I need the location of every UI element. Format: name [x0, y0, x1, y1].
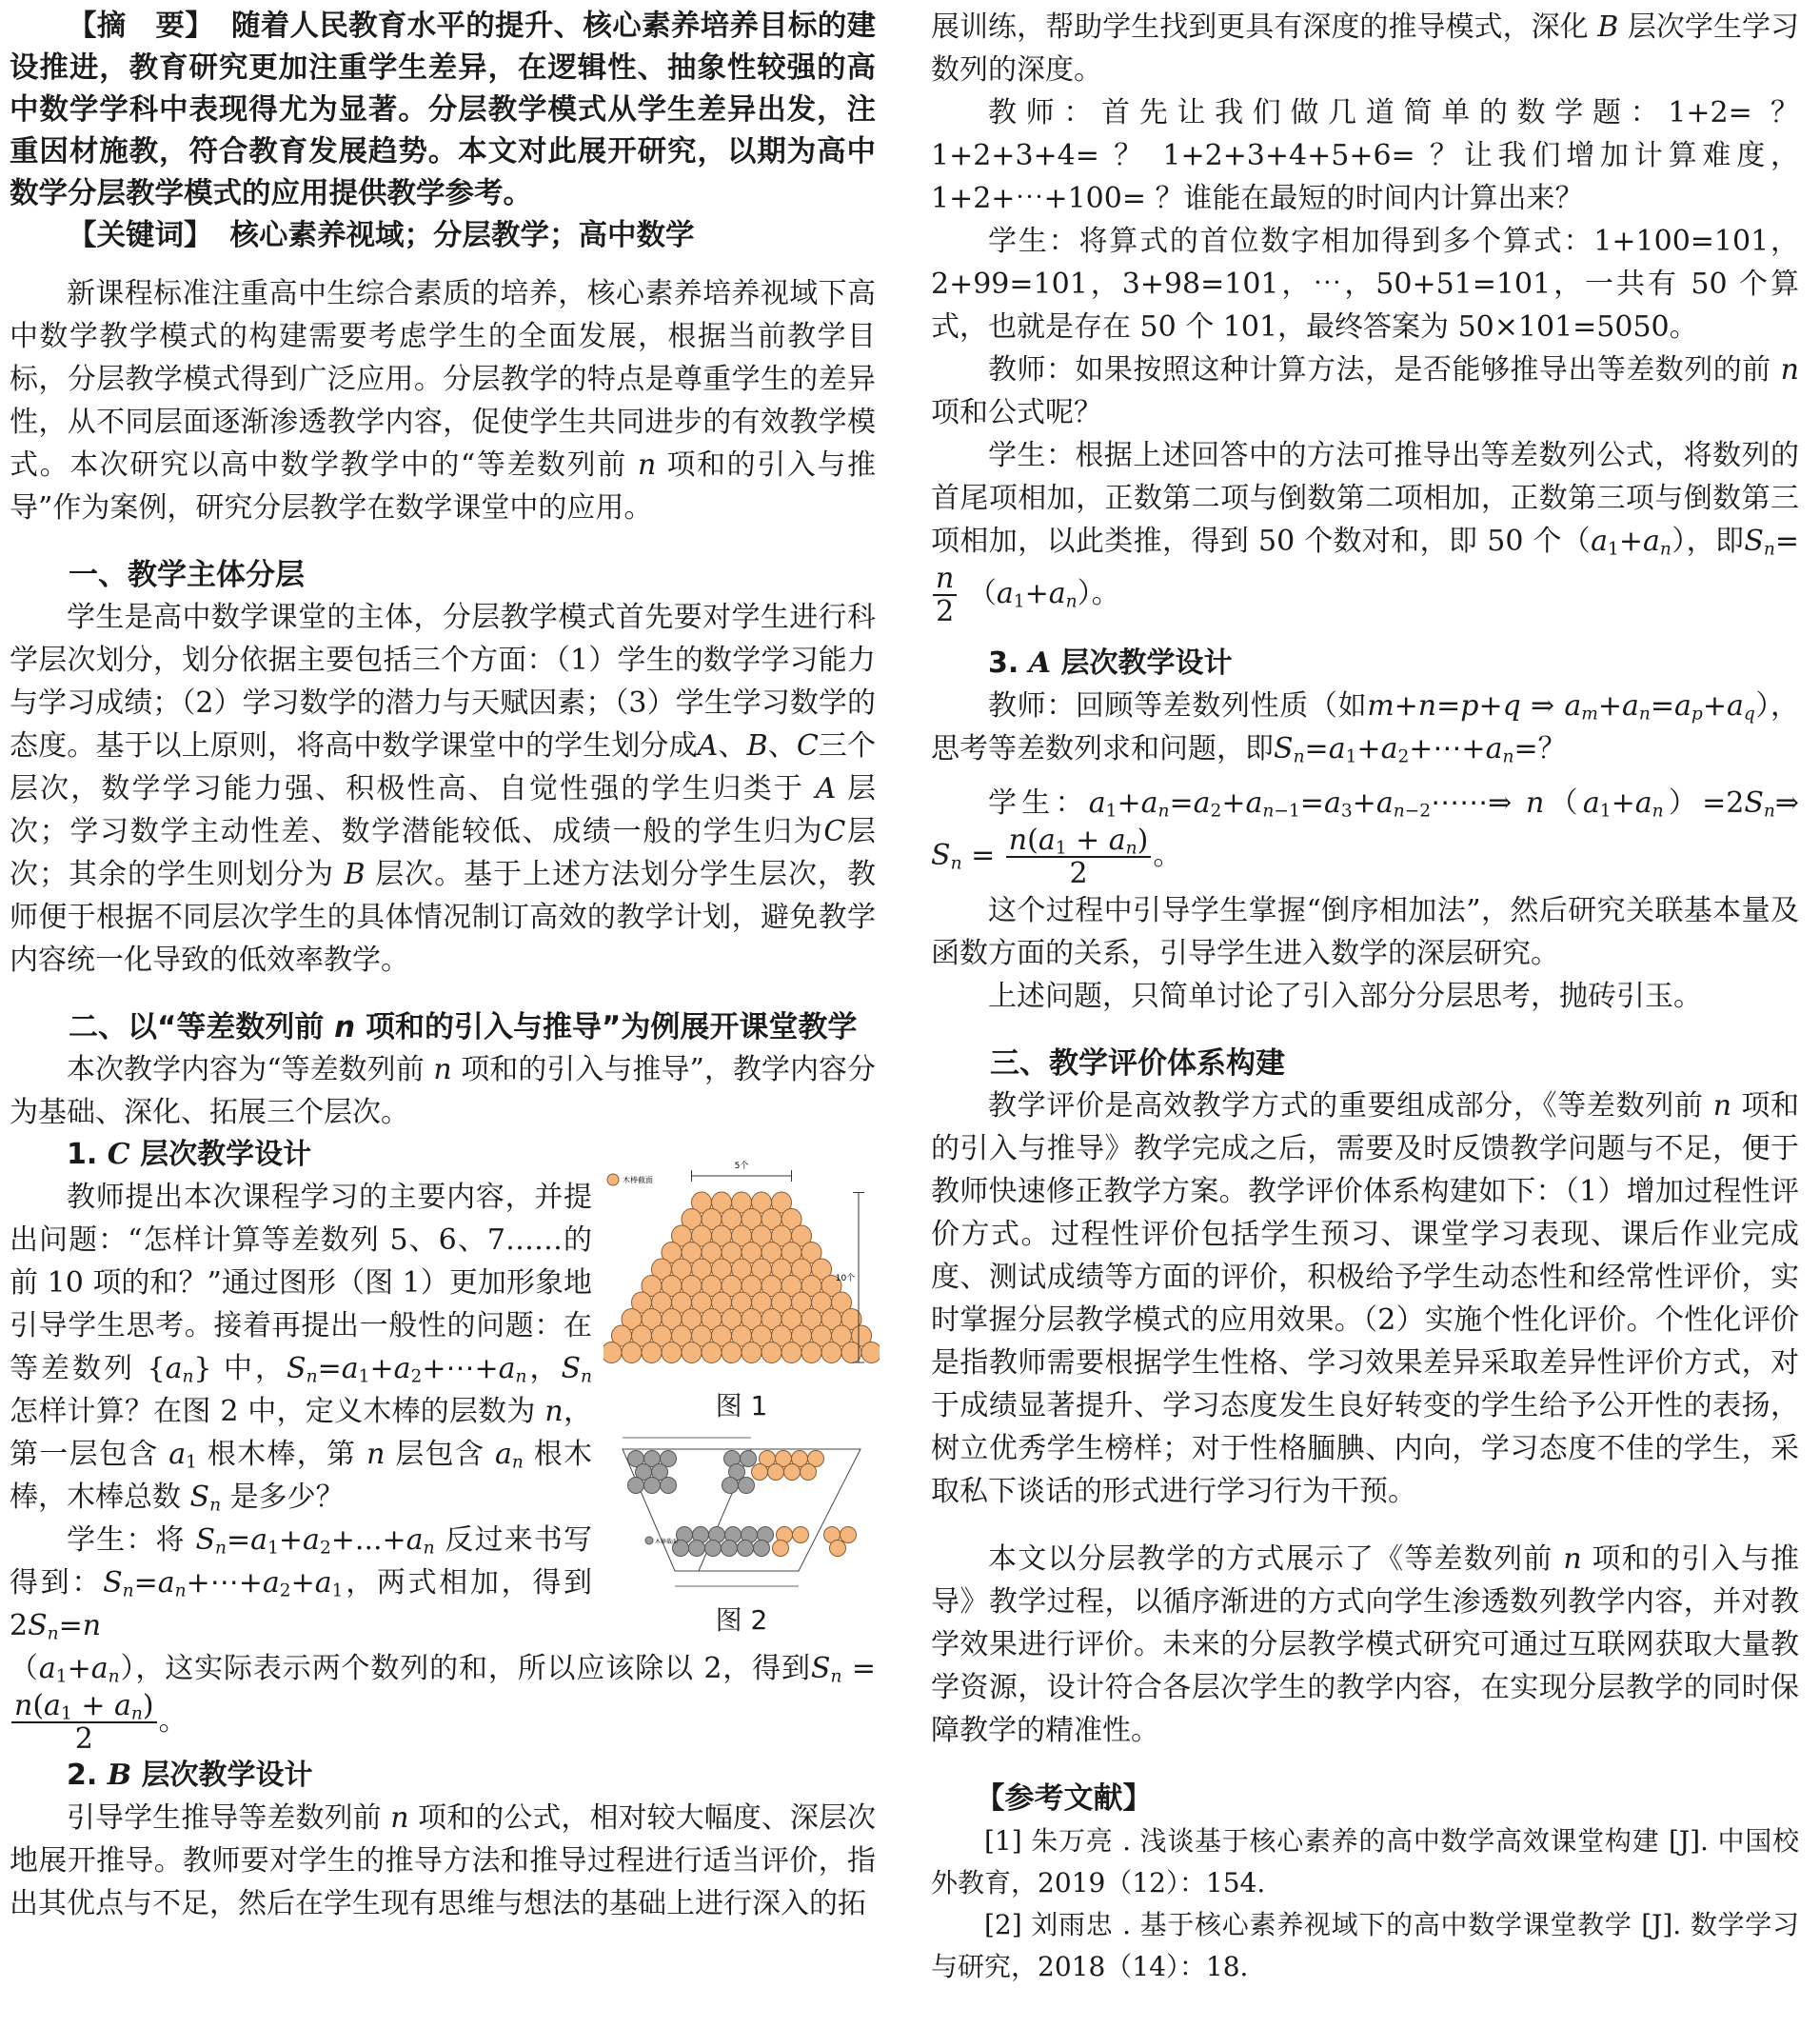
reference-item-2: [2] 刘雨忠 . 基于核心素养视域下的高中数学课堂教学 [J]. 数学学习与研究，2018（14）：18. — [931, 1909, 1799, 1982]
levelC-block — [10, 1162, 876, 1756]
gray-log — [741, 1451, 757, 1467]
levelC-heading: 1. C 层次教学设计 — [67, 1138, 312, 1171]
pyramid-log — [781, 1342, 801, 1362]
pyramid-log — [762, 1342, 781, 1362]
sum-formula-fraction: $\frac{n(a_1 + a_n)}{2}$ — [11, 1690, 157, 1755]
levelC-student-paragraph: 学生：将 $S_n=a_1+a_2+...+a_n$ 反过来书写得到：$S_n=a_n+\cdots+a_2+a_1$，两式相加，得到 $2S_n=n$ — [10, 1523, 593, 1644]
student-answer-1: 学生：将算式的首位数字相加得到多个算式：1+100=101，2+99=101，3+98=101，⋯，50+51=101，一共有 50 个算式，也就是存在 50 个 101，最终答案为 50×101=5050。 — [931, 225, 1799, 344]
gray-log — [689, 1541, 705, 1557]
levelA-summary-1: 这个过程中引导学生掌握“倒序相加法”，然后研究关联基本量及函数方面的关系，引导学生进入数学的深层研究。 — [931, 894, 1799, 970]
references-heading: 【参考文献】 — [975, 1781, 1153, 1816]
figure-1-caption: 图 1 — [715, 1390, 768, 1422]
orange-log — [841, 1527, 857, 1543]
gray-log — [754, 1541, 770, 1557]
gray-log — [722, 1478, 739, 1494]
pyramid-log — [682, 1342, 702, 1362]
levelA-sum-fraction: $\frac{n(a_1 + a_n)}{2}$ — [1006, 825, 1152, 889]
pyramid-log — [722, 1342, 742, 1362]
legend-swatch — [607, 1174, 619, 1185]
legend-swatch — [645, 1537, 653, 1544]
pyramid-log — [603, 1342, 622, 1362]
levelA-heading: 3. A 层次教学设计 — [988, 646, 1233, 680]
legend-label: 木棒截面 — [623, 1176, 653, 1184]
gray-log — [738, 1541, 754, 1557]
pyramid-log — [801, 1342, 821, 1362]
gray-log — [739, 1478, 755, 1494]
levelA-student-paragraph: 学生：$a_1+a_n=a_2+a_{n-1}=a_3+a_{n-2}\cdots\cdots\Rightarrow$ $n(a_1+a_n)=2S_n\Rightarrow$ $S_n$ = $\frac{n(a_1 + a_n)}{2}$ 。 — [931, 786, 1799, 890]
section1-paragraph: 学生是高中数学课堂的主体，分层教学模式首先要对学生进行科学层次划分，划分依据主要包括三个方面：（1）学生的数学学习能力与学习成绩；（2）学习数学的潜力与天赋因素；（3）学生学习数学的态度。基于以上原则，将高中数学课堂中的学生划分成A、B、C三个层次，数学学习能力强、积极性高、自觉性强的学生归类于 A 层次；学习数学主动性差、数学潜能较低、成绩一般的学生归为C层次；其余的学生则划分为 B 层次。基于上述方法划分学生层次，教师便于根据不同层次学生的具体情况制订高效的教学计划，避免教学内容统一化导致的低效率教学。 — [10, 601, 877, 977]
orange-log — [830, 1541, 846, 1557]
keywords-tag: 【关键词】 — [68, 219, 213, 252]
figure-2 — [603, 1428, 880, 1638]
figure-1-pyramid — [603, 1147, 880, 1385]
pyramid-log — [861, 1342, 880, 1362]
keywords — [10, 215, 876, 257]
gray-log — [644, 1478, 661, 1494]
levelC-student-continued: $(a_1+a_n)$，这实际表示两个数列的和，所以应该除以 2，得到$S_n$ = $\frac{n(a_1 + a_n)}{2}$ 。 — [10, 1652, 876, 1756]
half-n-fraction: $\frac{n}{2}$ — [933, 563, 957, 627]
top-dimension-label: 5个 — [734, 1162, 749, 1171]
gray-log — [628, 1478, 644, 1494]
right-column — [931, 6, 1799, 1988]
orange-log — [784, 1464, 801, 1481]
pyramid-log — [622, 1342, 642, 1362]
gray-log — [705, 1541, 722, 1557]
intro-paragraph: 新课程标准注重高中生综合素质的培养，核心素养培养视域下高中数学教学模式的构建需要考虑学生的全面发展，根据当前教学目标，分层教学模式得到广泛应用。分层教学的特点是尊重学生的差异性，从不同层面逐渐渗透教学内容，促使学生共同进步的有效教学模式。本次研究以高中数学教学中的“等差数列前 n 项和的引入与推导”作为案例，研究分层教学在数学课堂中的应用。 — [10, 277, 877, 525]
student-answer-2: 学生：根据上述回答中的方法可推导出等差数列公式，将数列的首尾项相加，正数第二项与倒数第二项相加，正数第三项与倒数第三项相加，以此类推，得到 50 个数对和，即 50 个$(a_1+a_n)$，即$S_n=$ $\frac{n}{2}$ $(a_1+a_n)$。 — [931, 439, 1800, 628]
gray-log — [661, 1478, 677, 1494]
orange-log — [793, 1527, 809, 1543]
section2-heading: 二、以“等差数列前 n 项和的引入与推导”为例展开课堂教学 — [69, 1010, 858, 1044]
pyramid-log — [742, 1342, 762, 1362]
abstract-tag: 【摘 要】 — [68, 10, 214, 43]
section3-paragraph: 教学评价是高效教学方式的重要组成部分，《等差数列前 n 项和的引入与推导》教学完成之后，需要及时反馈教学问题与不足，便于教师快速修正教学方案。教学评价体系构建如下：（1）增加过程性评价方式。过程性评价包括学生预习、课堂学习表现、课后作业完成度、测试成绩等方面的评价，积极给予学生动态性和经常性评价，实时掌握分层教学模式的应用效果。（2）实施个性化评价。个性化评价是指教师需要根据学生性格、学习效果差异采取差异性评价方式，对于成绩显著提升、学习态度发生良好转变的学生给予公开性的表扬，树立优秀学生榜样；对于性格腼腆、内向，学习态度不佳的学生，采取私下谈话的形式进行学习行为干预。 — [931, 1089, 1799, 1508]
left-column — [10, 6, 876, 1925]
pyramid-log — [702, 1342, 722, 1362]
pyramid-log — [662, 1342, 682, 1362]
teacher-question-1: 教师：首先让我们做几道简单的数学题：1+2= ？ 1+2+3+4= ？ 1+2+3+4+5+6= ？让我们增加计算难度，1+2+⋯+100= ？谁能在最短的时间内计算出来？ — [931, 96, 1799, 215]
figure-2-stacks — [603, 1428, 880, 1600]
orange-log — [773, 1541, 789, 1557]
figure-1 — [603, 1147, 880, 1423]
levelC-teacher-paragraph: 教师提出本次课程学习的主要内容，并提出问题：“怎样计算等差数列 5、6、7……的前 10 项的和？”通过图形（图 1）更加形象地引导学生思考。接着再提出一般性的问题：在等差数列 $\{a_n\}$ 中，$S_n=a_1+a_2+\cdots+a_n$，$S_n$ 怎样计算？在图 2 中，定义木棒的层数为 n，第一层包含 $a_1$ 根木棒，第 n 层包含 $a_n$ 根木棒，木棒总数 $S_n$ 是多少？ — [10, 1181, 593, 1516]
levelB-paragraph: 引导学生推导等差数列前 n 项和的公式，相对较大幅度、深层次地展开推导。教师要对学生的推导方法和推导过程进行适当评价，指出其优点与不足，然后在学生现有思维与想法的基础上进行深入的拓 — [10, 1801, 876, 1920]
keywords-text: 核心素养视域；分层教学；高中数学 — [229, 219, 695, 252]
figure-2-caption: 图 2 — [715, 1604, 768, 1636]
orange-log — [768, 1464, 784, 1481]
levelB-heading: 2. B 层次教学设计 — [67, 1759, 313, 1792]
pyramid-log — [821, 1342, 841, 1362]
section2-paragraph: 本次教学内容为“等差数列前 n 项和的引入与推导”，教学内容分为基础、深化、拓展三个层次。 — [10, 1053, 877, 1129]
reference-item-1: [1] 朱万亮 . 浅谈基于核心素养的高中数学高效课堂构建 [J]. 中国校外教育，2019（12）：154. — [931, 1825, 1799, 1899]
section1-heading: 一、教学主体分层 — [69, 558, 305, 592]
legend-label: 木棒截面 — [655, 1539, 679, 1545]
abstract — [10, 6, 876, 215]
teacher-question-2: 教师：如果按照这种计算方法，是否能够推导出等差数列的前 n 项和公式呢？ — [931, 353, 1799, 429]
section3-heading: 三、教学评价体系构建 — [990, 1046, 1285, 1081]
pyramid-log — [642, 1342, 662, 1362]
orange-log — [752, 1464, 768, 1481]
levelA-teacher-paragraph: 教师：回顾等差数列性质（如m+n=p+q ⇒ $a_m+a_n=a_p+a_q$），思考等差数列求和问题，即$S_n=a_1+a_2+\cdots+a_n=$？ — [931, 689, 1800, 767]
levelB-paragraph-continued: 展训练，帮助学生找到更具有深度的推导模式，深化 B 层次学生学习数列的深度。 — [931, 10, 1800, 87]
orange-log — [801, 1464, 817, 1481]
side-dimension-label: 10个 — [835, 1273, 856, 1283]
abstract-text: 随着人民教育水平的提升、核心素养培养目标的建设推进，教育研究更加注重学生差异，在逻辑性、抽象性较强的高中数学学科中表现得尤为显著。分层教学模式从学生差异出发，注重因材施教，符合教育发展趋势。本文对此展开研究，以期为高中数学分层教学模式的应用提供教学参考。 — [10, 10, 877, 210]
gray-log — [722, 1541, 738, 1557]
conclusion-paragraph: 本文以分层教学的方式展示了《等差数列前 n 项和的引入与推导》教学过程，以循序渐进的方式向学生渗透数列教学内容，并对教学效果进行评价。未来的分层教学模式研究可通过互联网获取大量教学资源，设计符合各层次学生的教学内容，在实现分层教学的同时保障教学的精准性。 — [931, 1542, 1799, 1747]
levelA-summary-2: 上述问题，只简单讨论了引入部分分层思考，抛砖引玉。 — [988, 980, 1702, 1013]
